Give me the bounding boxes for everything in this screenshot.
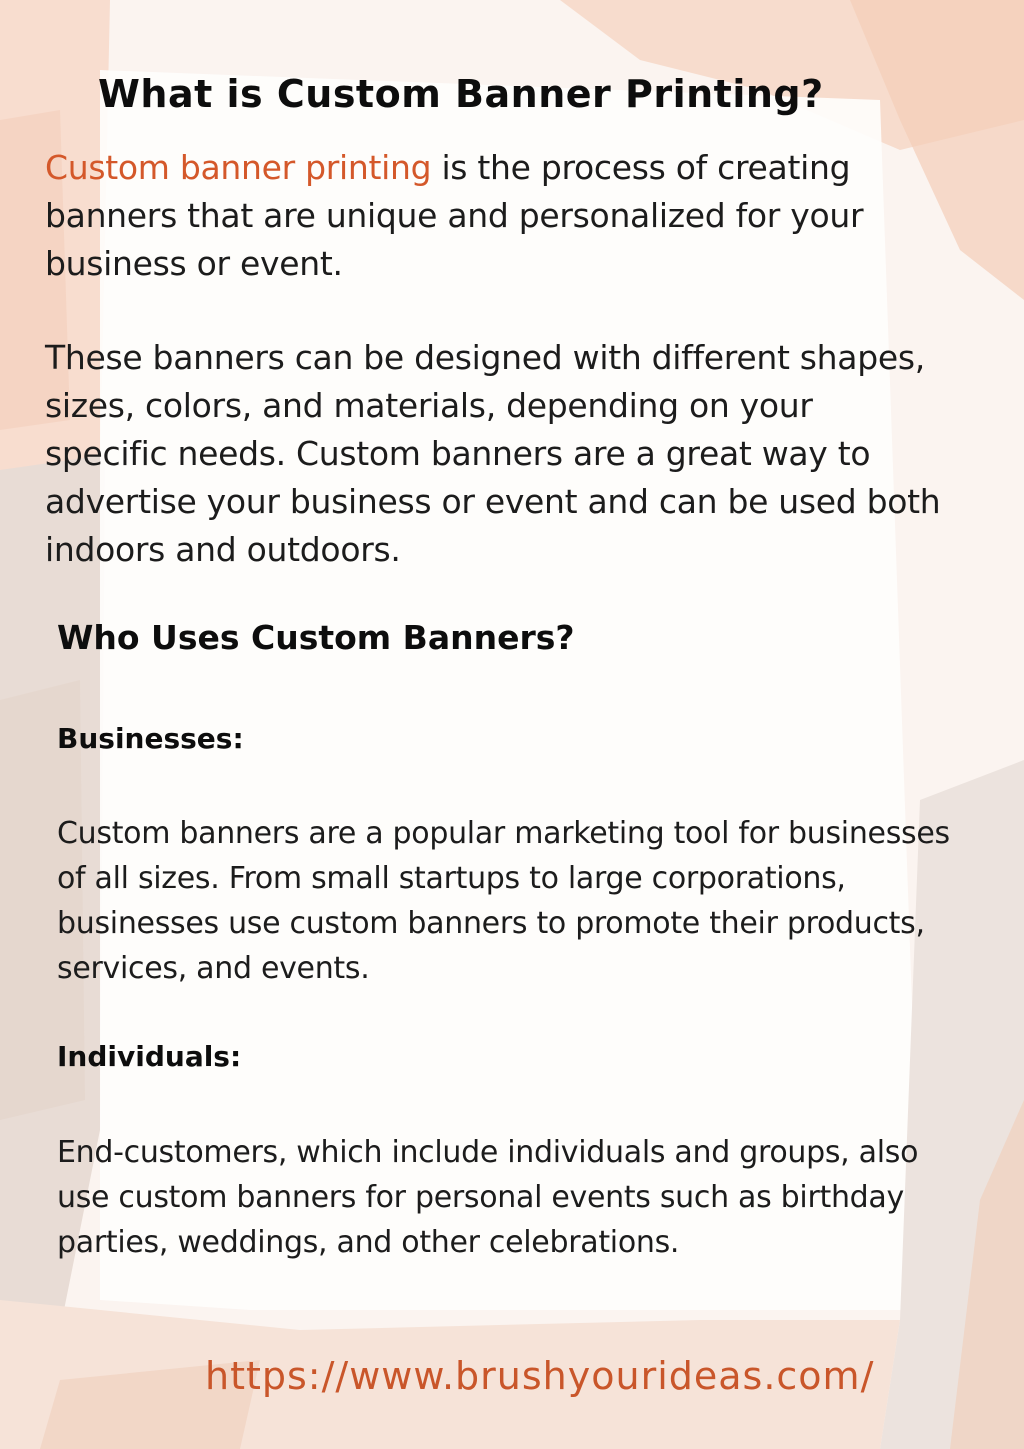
- page-title: What is Custom Banner Printing?: [98, 72, 824, 116]
- businesses-paragraph: Custom banners are a popular marketing tool for businesses of all sizes. From small startups to large corporations, businesses use custom banners to promote their products, services, and events.: [57, 816, 950, 986]
- intro-text: is the process of creating banners that are unique and personalized for your business or event.: [45, 148, 864, 283]
- businesses-heading: Businesses:: [57, 722, 244, 755]
- banner-design-paragraph: These banners can be designed with different shapes, sizes, colors, and materials, depending on your specific needs. Custom banners are a great way to advertise your business or event and can be used both indoors and outdoors.: [45, 338, 941, 569]
- section-heading: Who Uses Custom Banners?: [57, 618, 575, 657]
- website-link[interactable]: https://www.brushyourideas.com/: [205, 1354, 875, 1398]
- custom-banner-printing-link[interactable]: Custom banner printing: [45, 148, 432, 187]
- individuals-heading: Individuals:: [57, 1040, 242, 1073]
- individuals-paragraph: End-customers, which include individuals and groups, also use custom banners for personal events such as birthday parties, weddings, and other celebrations.: [57, 1135, 919, 1260]
- intro-paragraph: [45, 144, 945, 288]
